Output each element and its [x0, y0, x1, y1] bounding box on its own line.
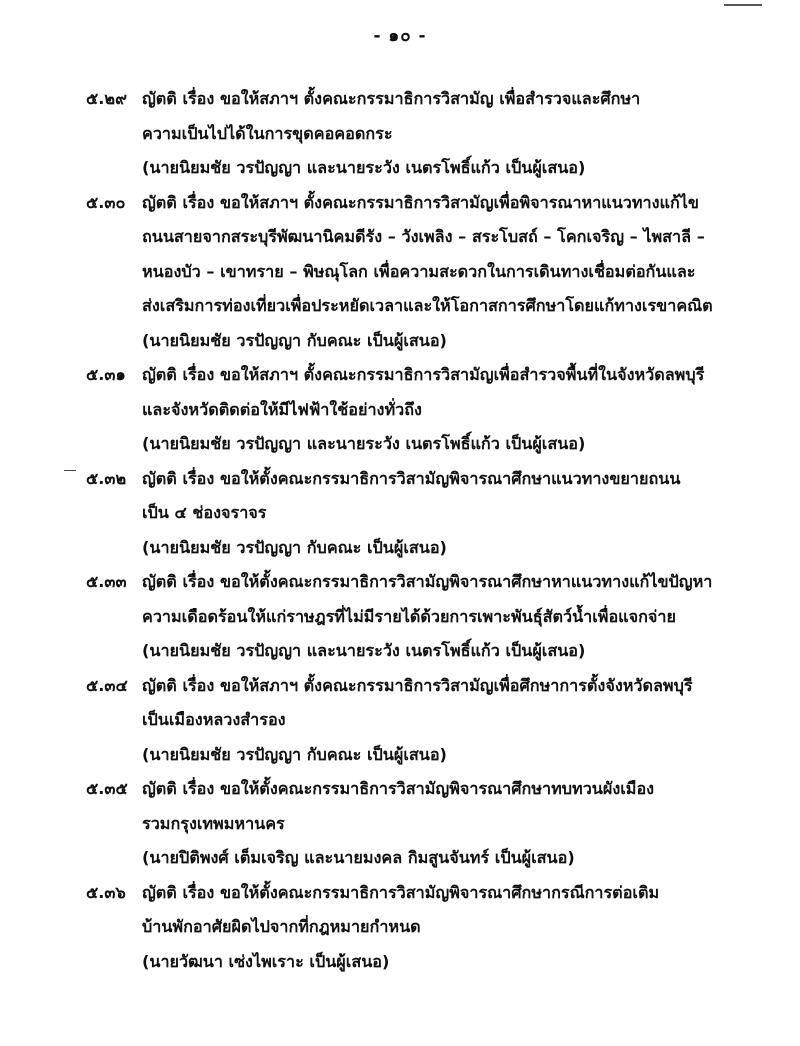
motion-number: ๕.๓๖ [86, 882, 126, 902]
motion-text-line: ส่งเสริมการท่องเที่ยวเพื่อประหยัดเวลาและให้โอกาสการศึกษาโดยแก้ทางเรขาคณิต [142, 296, 713, 315]
motion-item [86, 876, 762, 980]
motion-proposer: (นายนิยมชัย วรปัญญา และนายระวัง เนตรโพธิ์แก้ว เป็นผู้เสนอ) [142, 158, 586, 177]
scan-corner-mark [724, 0, 762, 6]
stray-dash-mark [64, 470, 76, 471]
motion-item [86, 565, 762, 669]
motion-number: ๕.๓๐ [86, 192, 126, 212]
motion-proposer: (นายนิยมชัย วรปัญญา และนายระวัง เนตรโพธิ์แก้ว เป็นผู้เสนอ) [142, 641, 586, 660]
motion-text-line: หนองบัว – เขาทราย – พิษณุโลก เพื่อความสะดวกในการเดินทางเชื่อมต่อกันและ [142, 261, 696, 281]
motion-text: ญัตติ เรื่อง ขอให้สภาฯ ตั้งคณะกรรมาธิการวิสามัญเพื่อศึกษาการตั้งจังหวัดลพบุรี [142, 675, 693, 695]
motion-item [86, 772, 762, 876]
motion-title-line [86, 669, 762, 704]
motion-text-line: ความเป็นไปได้ในการขุดคอคอดกระ [142, 123, 393, 143]
motion-text-line: บ้านพักอาศัยผิดไปจากที่กฎหมายกำหนด [142, 917, 421, 936]
motion-text: ญัตติ เรื่อง ขอให้สภาฯ ตั้งคณะกรรมาธิการวิสามัญ เพื่อสำรวจและศึกษา [142, 89, 641, 108]
motion-proposer: (นายนิยมชัย วรปัญญา กับคณะ เป็นผู้เสนอ) [142, 330, 447, 350]
motion-number: ๕.๓๔ [86, 675, 128, 695]
motion-title-line [86, 186, 762, 221]
motion-list [86, 82, 762, 979]
motion-proposer: (นายนิยมชัย วรปัญญา กับคณะ เป็นผู้เสนอ) [142, 537, 447, 557]
motion-text: ญัตติ เรื่อง ขอให้ตั้งคณะกรรมาธิการวิสามัญพิจารณาศึกษาทบทวนผังเมือง [142, 779, 655, 798]
motion-proposer: (นายวัฒนา เซ่งไพเราะ เป็นผู้เสนอ) [142, 951, 390, 971]
motion-title-line [86, 876, 762, 911]
motion-item [86, 358, 762, 462]
motion-number: ๕.๓๒ [86, 468, 127, 488]
motion-item [86, 669, 762, 773]
motion-item [86, 186, 762, 359]
motion-title-line [86, 462, 762, 497]
motion-title-line [86, 565, 762, 600]
motion-text: ญัตติ เรื่อง ขอให้ตั้งคณะกรรมาธิการวิสามัญพิจารณาศึกษาแนวทางขยายถนน [142, 468, 681, 488]
motion-text-line: เป็นเมืองหลวงสำรอง [142, 710, 286, 729]
motion-title-line [86, 772, 762, 807]
motion-text: ญัตติ เรื่อง ขอให้ตั้งคณะกรรมาธิการวิสามัญพิจารณาศึกษาหาแนวทางแก้ไขปัญหา [142, 572, 713, 591]
motion-number: ๕.๓๕ [86, 779, 128, 798]
page-number: - ๑๐ - [373, 26, 427, 46]
motion-number: ๕.๓๓ [86, 572, 127, 591]
motion-number: ๕.๓๑ [86, 365, 126, 384]
motion-proposer: (นายปิติพงศ์ เต็มเจริญ และนายมงคล กิมสูนจันทร์ เป็นผู้เสนอ) [142, 848, 575, 867]
motion-text: ญัตติ เรื่อง ขอให้สภาฯ ตั้งคณะกรรมาธิการวิสามัญเพื่อสำรวจพื้นที่ในจังหวัดลพบุรี [142, 365, 705, 384]
motion-text-line: ความเดือดร้อนให้แก่ราษฎรที่ไม่มีรายได้ด้วยการเพาะพันธุ์สัตว์น้ำเพื่อแจกจ่าย [142, 606, 676, 626]
motion-title-line [86, 82, 762, 117]
motion-text-line: เป็น ๔ ช่องจราจร [142, 503, 267, 522]
motion-proposer: (นายนิยมชัย วรปัญญา และนายระวัง เนตรโพธิ์แก้ว เป็นผู้เสนอ) [142, 434, 586, 453]
motion-text-line: และจังหวัดติดต่อให้มีไฟฟ้าใช้อย่างทั่วถึง [142, 399, 422, 419]
motion-proposer: (นายนิยมชัย วรปัญญา กับคณะ เป็นผู้เสนอ) [142, 744, 447, 764]
motion-text: ญัตติ เรื่อง ขอให้สภาฯ ตั้งคณะกรรมาธิการวิสามัญเพื่อพิจารณาหาแนวทางแก้ไข [142, 192, 699, 212]
motion-item [86, 462, 762, 566]
motion-item [86, 82, 762, 186]
motion-title-line [86, 358, 762, 393]
motion-text: ญัตติ เรื่อง ขอให้ตั้งคณะกรรมาธิการวิสามัญพิจารณาศึกษากรณีการต่อเติม [142, 882, 660, 902]
motion-text-line: ถนนสายจากสระบุรีพัฒนานิคมดีรัง – วังเพลิง – สระโบสถ์ – โคกเจริญ – ไพสาลี – [142, 227, 705, 246]
motion-text-line: รวมกรุงเทพมหานคร [142, 813, 285, 833]
motion-number: ๕.๒๙ [86, 89, 127, 108]
